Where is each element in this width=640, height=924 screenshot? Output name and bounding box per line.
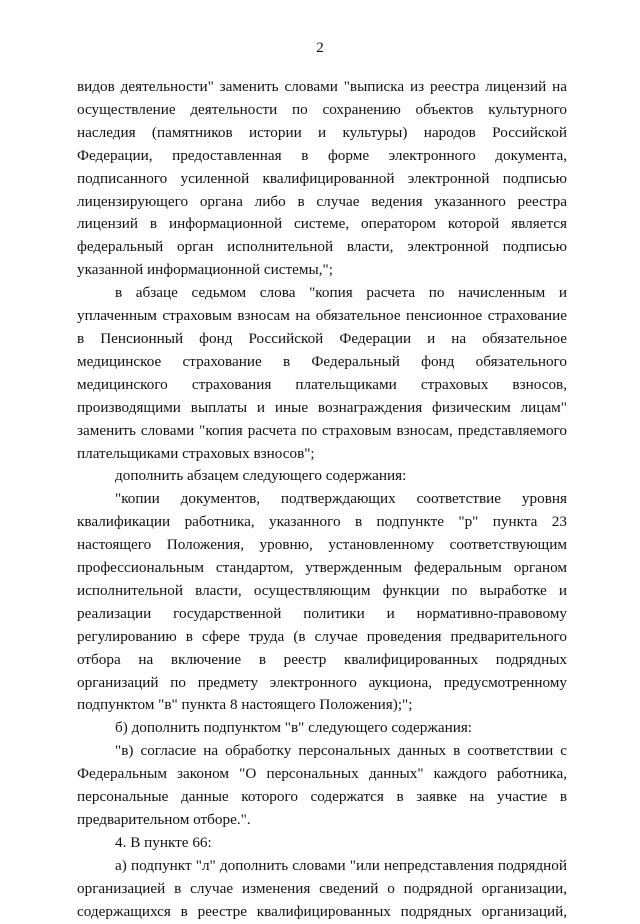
- page-number: 2: [316, 40, 324, 56]
- paragraph-6: "в) согласие на обработку персональных данных в соответствии с Федеральным законом "О персональных данных" каждого работника, персональные данные которого содержатся в заявке на участие в предварительном отборе.".: [77, 742, 567, 828]
- paragraph-5: б) дополнить подпунктом "в" следующего содержания:: [115, 719, 473, 737]
- document-body: [77, 76, 567, 924]
- paragraph-1: видов деятельности" заменить словами "выписка из реестра лицензий на осуществление деятельности по сохранению объектов культурного наследия (памятников истории и культуры) народов Российской Федерации, предоставленная в форме электронного документа, подписанного усиленной квалифицированной электронной подписью лицензирующего органа либо в случае ведения указанного реестра лицензий в информационной системе, оператором которой является федеральный орган исполнительной власти, электронной подписью указанной информационной системы,";: [77, 78, 567, 279]
- paragraph-2: в абзаце седьмом слова "копия расчета по начисленным и уплаченным страховым взносам на обязательное пенсионное страхование в Пенсионный фонд Российской Федерации и на обязательное медицинское страхование в Федеральный фонд обязательного медицинского страхования плательщиками страховых взносов, производящими выплаты и иные вознаграждения физическим лицам" заменить словами "копия расчета по страховым взносам, представляемого плательщиками страховых взносов";: [77, 284, 567, 462]
- paragraph-7: 4. В пункте 66:: [115, 833, 212, 851]
- paragraph-8: а) подпункт "л" дополнить словами "или непредставления подрядной организацией в случае изменения сведений о подрядной организации, содержащихся в реестре квалифицированных подрядных организаций,: [77, 856, 567, 920]
- paragraph-4: "копии документов, подтверждающих соответствие уровня квалификации работника, указанного в подпункте "р" пункта 23 настоящего Положения, уровню, установленному соответствующим профессиональным стандартом, утвержденным федеральным органом исполнительной власти, осуществляющим функции по выработке и реализации государственной политики и нормативно-правовому регулированию в сфере труда (в случае проведения предварительного отбора на включение в реестр квалифицированных подрядных организаций по предмету электронного аукциона, предусмотренному подпунктом "в" пункта 8 настоящего Положения);";: [77, 490, 567, 714]
- paragraph-3: дополнить абзацем следующего содержания:: [115, 467, 407, 485]
